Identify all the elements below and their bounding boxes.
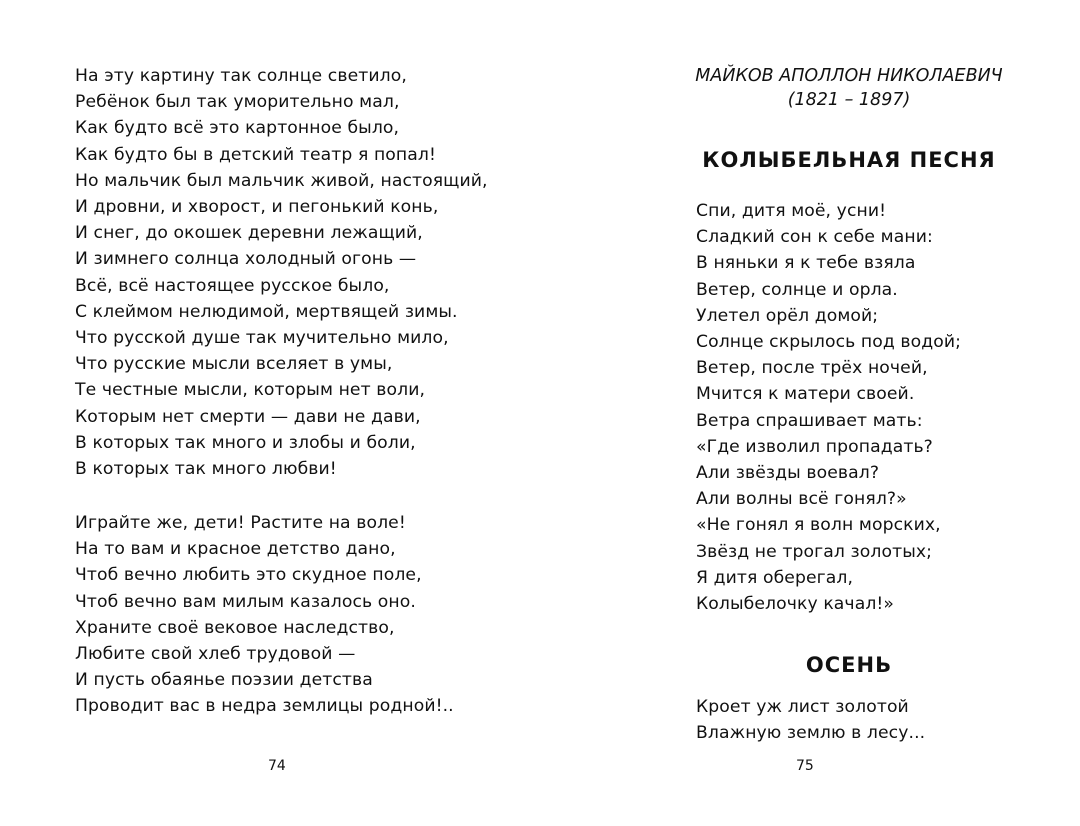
poem-line: На эту картину так солнце светило, [75, 66, 407, 86]
poem-line: Ветра спрашивает мать: [696, 410, 923, 431]
poem-line: И снег, до окошек деревни лежащий, [75, 223, 423, 244]
poem-line: Звёзд не трогал золотых; [696, 541, 933, 562]
poem-line: Любите свой хлеб трудовой — [75, 644, 356, 665]
poem-line: С клеймом нелюдимой, мертвящей зимы. [75, 301, 458, 322]
poem-line: Играйте же, дети! Растите на воле! [75, 513, 406, 533]
poem-line: Колыбелочку качал!» [696, 594, 895, 615]
poem-title: КОЛЫБЕЛЬНАЯ ПЕСНЯ [702, 148, 996, 172]
poem-line: Влажную землю в лесу... [696, 723, 926, 744]
page-number: 75 [796, 758, 814, 774]
poem-line: Кроет уж лист золотой [696, 697, 909, 717]
poem-line: Али звёзды воевал? [696, 463, 880, 484]
poem-line: И дровни, и хворост, и пегонький конь, [75, 197, 439, 218]
poem-line: Что русской душе так мучительно мило, [75, 328, 449, 349]
poem-line: В няньки я к тебе взяла [696, 253, 916, 274]
poem-line: В которых так много любви! [75, 459, 337, 480]
poem-line: Я дитя оберегал, [696, 567, 854, 588]
poem-line: Улетел орёл домой; [696, 305, 879, 326]
right-page [540, 0, 1080, 826]
poem-line: На то вам и красное детство дано, [75, 539, 396, 560]
poem-line: Как будто бы в детский театр я попал! [75, 144, 436, 165]
poem-line: И зимнего солнца холодный огонь — [75, 249, 417, 270]
poem-line: Храните своё вековое наследство, [75, 617, 395, 638]
poem-line: Ветер, после трёх ночей, [696, 358, 928, 379]
poem-line: В которых так много и злобы и боли, [75, 432, 416, 453]
poem-line: Что русские мысли вселяет в умы, [75, 354, 393, 375]
poem-line: И пусть обаянье поэзии детства [75, 670, 373, 691]
poem-line: «Где изволил пропадать? [696, 436, 933, 457]
poem-line: Ребёнок был так уморительно мал, [75, 92, 400, 113]
poem-line: Солнце скрылось под водой; [696, 332, 962, 353]
poem-stanza [75, 510, 454, 720]
poem-line: Проводит вас в недра землицы родной!.. [75, 696, 454, 717]
author-name: МАЙКОВ АПОЛЛОН НИКОЛАЕВИЧ [695, 66, 1003, 86]
author-heading [540, 64, 1080, 112]
poem-stanza [75, 63, 488, 482]
poem-line: Мчится к матери своей. [696, 384, 915, 405]
poem-line: «Не гонял я волн морских, [696, 515, 941, 536]
poem-line: Те честные мысли, которым нет воли, [75, 380, 426, 401]
poem-line: Как будто всё это картонное было, [75, 118, 400, 139]
page-number: 74 [268, 758, 286, 774]
poem-stanza [696, 198, 961, 617]
poem-line: Спи, дитя моё, усни! [696, 201, 887, 221]
poem-line: Чтоб вечно любить это скудное поле, [75, 565, 422, 586]
poem-stanza [696, 694, 925, 746]
poem-line: Которым нет смерти — дави не дави, [75, 406, 421, 427]
poem-line: Всё, всё настоящее русское было, [75, 275, 390, 296]
poem-line: Али волны всё гонял?» [696, 489, 907, 510]
poem-line: Но мальчик был мальчик живой, настоящий, [75, 170, 488, 191]
poem-title: ОСЕНЬ [805, 653, 893, 677]
poem-line: Чтоб вечно вам милым казалось оно. [75, 591, 416, 612]
poem-line: Сладкий сон к себе мани: [696, 227, 933, 248]
poem-line: Ветер, солнце и орла. [696, 279, 898, 300]
author-years: (1821 – 1897) [787, 90, 911, 110]
